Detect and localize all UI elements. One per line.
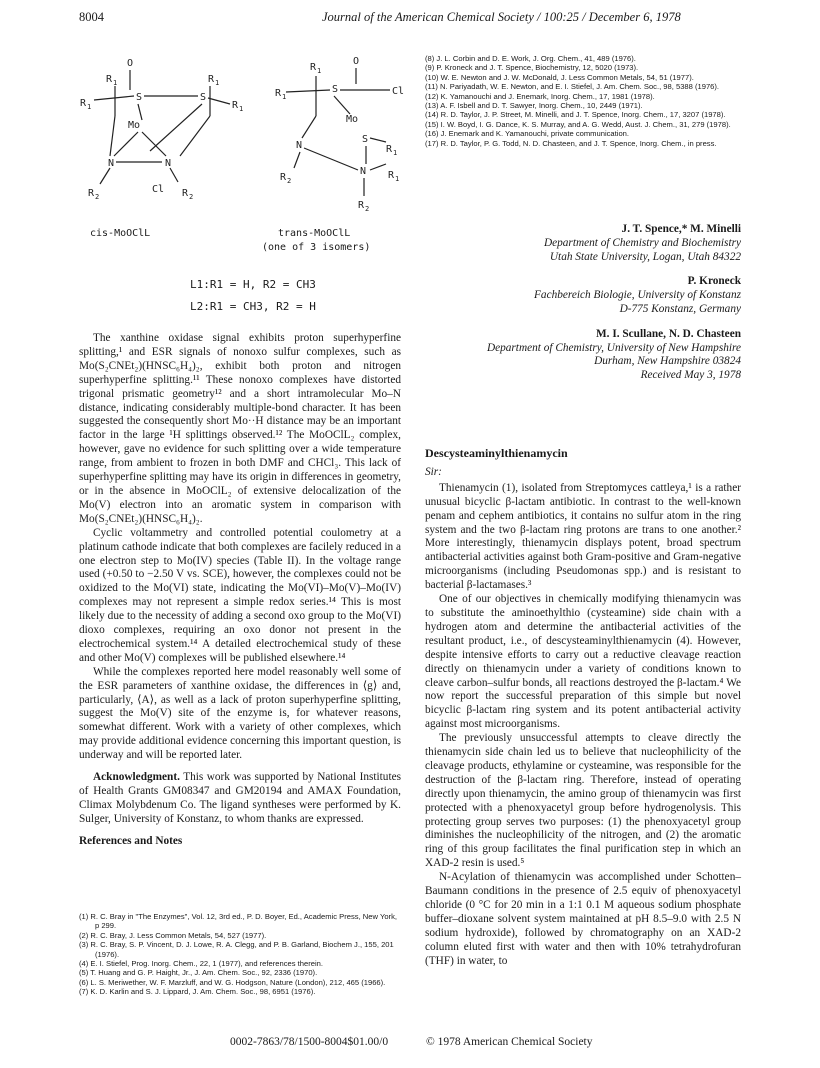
- reference-item: (7) K. D. Karlin and S. J. Lippard, J. Am. Chem. Soc., 98, 6951 (1976).: [79, 987, 316, 997]
- svg-text:N: N: [296, 140, 303, 151]
- svg-text:1: 1: [87, 103, 92, 111]
- trans-isomer-note: (one of 3 isomers): [262, 242, 371, 253]
- trans-caption: trans-MoOClL: [278, 228, 351, 239]
- svg-text:N: N: [108, 158, 115, 169]
- svg-text:O: O: [353, 56, 360, 67]
- reference-item: (14) R. D. Taylor, J. P. Street, M. Minelli, and J. T. Spence, Inorg. Chem., 17, 3207 (1978).: [425, 110, 726, 120]
- article-title: Descysteaminylthienamycin: [425, 446, 568, 460]
- salutation: Sir:: [425, 465, 442, 478]
- paragraph: Cyclic voltammetry and controlled potential coulometry at a platinum cathode indicate that both complexes are facilely reduced in a one electron step to Mo(IV) species (Table II). In the voltage range used (+0.50 to −2.50 V vs. SCE), however, the complexes could not be oxidized to the Mo(VI) state, indicating the Mo(VI)–Mo(V)–Mo(IV) complexes may not represent a simple redox series.¹⁴ This is most likely due to the necessity of adding a second oxo group to the Mo(VI) dioxo complexes, requiring an oxo donor not present in the electrochemical system.¹⁴ A detailed electrochemical study of these and other Mo(V) complexes will be published elsewhere.¹⁴: [79, 526, 401, 664]
- reference-item: (16) J. Enemark and K. Yamanouchi, private communication.: [425, 129, 630, 139]
- reference-item: (12) K. Yamanouchi and J. Enemark, Inorg. Chem., 17, 1981 (1978).: [425, 91, 655, 101]
- paragraph: Thienamycin (1), isolated from Streptomyces cattleya,¹ is a rather unusual bicyclic β-lactam antibiotic. In contrast to the well-known penam and cephem antibiotics, it contains no sulfur atom in the ring system and the two β-lactam ring protons are trans to one another.² More interestingly, thienamycin displays potent, broad spectrum antibacterial activities against both Gram-positive and Gram-negative microorganisms (including Pseudomonas spp.) and is resistant to bacterial β-lactamases.³: [425, 481, 741, 592]
- svg-text:R: R: [80, 98, 87, 109]
- svg-text:1: 1: [239, 105, 244, 113]
- author-affiliation: Fachbereich Biologie, University of Konstanz: [534, 289, 741, 302]
- reference-item: (11) N. Pariyadath, W. E. Newton, and E. I. Stiefel, J. Am. Chem. Soc., 98, 5388 (1976).: [425, 82, 720, 92]
- svg-text:2: 2: [189, 193, 194, 201]
- author-name: J. T. Spence,* M. Minelli: [621, 223, 741, 235]
- svg-text:S: S: [362, 134, 369, 145]
- svg-text:O: O: [127, 58, 134, 69]
- reference-item: (15) I. W. Boyd, I. G. Dance, K. S. Murray, and A. G. Wedd, Aust. J. Chem., 31, 279 (1978).: [425, 119, 731, 129]
- svg-text:2: 2: [287, 177, 292, 185]
- svg-text:Cl: Cl: [392, 86, 405, 97]
- svg-text:2: 2: [95, 193, 100, 201]
- svg-text:S: S: [136, 92, 143, 103]
- footer-code: 0002-7863/78/1500-8004$01.00/0: [230, 1036, 389, 1048]
- acknowledgment-text: This work was supported by National Institutes of Health Grants GM08347 and GM20194 and AMAX Foundation, Climax Molybdenum Co. The ligand syntheses were performed by K. Sulger, University of Konstanz, to whom thanks are expressed.: [79, 771, 401, 825]
- svg-text:N: N: [165, 158, 172, 169]
- svg-text:N: N: [360, 166, 367, 177]
- svg-text:Cl: Cl: [152, 184, 165, 195]
- author-affiliation: D-775 Konstanz, Germany: [619, 302, 741, 315]
- author-block: [425, 212, 741, 383]
- left-column: [79, 332, 401, 849]
- reference-item: (6) L. S. Meriwether, W. F. Marzluff, and W. G. Hodgson, Nature (London), 212, 465 (1966).: [79, 977, 386, 987]
- reference-item: (3) R. C. Bray, S. P. Vincent, D. J. Lowe, R. A. Clegg, and P. B. Garland, Biochem J., 155, 201 (1976).: [79, 940, 394, 959]
- paragraph: The xanthine oxidase signal exhibits proton superhyperfine splitting,¹ and ESR signals of nonoxo sulfur complexes, such as Mo(S₂CNEt₂)(HNSC₆H₄)₂, exhibit both proton and nitrogen superhyperfine splitting.¹¹ These nonoxo complexes have distorted trigonal prismatic geometry¹² and a short intramolecular Mo–N distance, indicating considerably multiple-bond character. It has been suggested the consequently short Mo··H distance may be an important factor in the large ¹H splittings observed.¹² The MoOClL₂ complex, however, gave no evidence for such splitting over a wide temperature range, from ambient to frozen in both DMF and CHCl₃. This lack of superhyperfine splitting may have its origin in differences in geometry, or in the absence in MoOClL₂ of extensive delocalization of the Mo(V) electron into an aromatic system in comparison with Mo(S₂CNEt₂)(HNSC₆H₄)₂.: [79, 332, 401, 525]
- received-date: Received May 3, 1978: [640, 369, 741, 382]
- footer-copyright: © 1978 American Chemical Society: [426, 1036, 593, 1048]
- ligand-definition-1: L1:R1 = H, R2 = CH3: [190, 278, 316, 291]
- structure-figure: [70, 56, 430, 316]
- cis-caption: cis-MoOClL: [90, 228, 151, 239]
- references-heading: References and Notes: [79, 834, 183, 847]
- paragraph: N-Acylation of thienamycin was accomplished under Schotten–Baumann conditions in the presence of 2.5 equiv of phenoxyacetyl chloride (0 °C for 20 min in a 1:1 0.1 M aqueous sodium phosphate buffer–dioxane solvent system maintained at pH 8.5–9.0 with 2.5 N sodium hydroxide), followed by chromatography on an XAD-2 column eluted first with water and then with 10% tetrahydrofuran (THF) in water, to: [425, 871, 741, 967]
- reference-item: (1) R. C. Bray in "The Enzymes", Vol. 12, 3rd ed., P. D. Boyer, Ed., Academic Press, New York, p 299.: [79, 912, 397, 931]
- svg-text:2: 2: [365, 205, 370, 213]
- ligand-definition-2: L2:R1 = CH3, R2 = H: [190, 300, 316, 313]
- svg-text:R: R: [275, 88, 282, 99]
- author-name: M. I. Scullane, N. D. Chasteen: [596, 327, 741, 340]
- svg-text:1: 1: [317, 67, 322, 75]
- svg-text:1: 1: [113, 79, 118, 87]
- structures-drawing: [70, 56, 430, 286]
- reference-item: (17) R. D. Taylor, P. G. Todd, N. D. Chasteen, and J. T. Spence, Inorg. Chem., in press.: [425, 138, 717, 148]
- svg-text:R: R: [388, 170, 395, 181]
- svg-text:R: R: [182, 188, 189, 199]
- author-name: P. Kroneck: [687, 275, 741, 288]
- acknowledgment-heading: Acknowledgment.: [93, 771, 180, 784]
- references-left: [79, 912, 401, 997]
- cis-structure: [80, 58, 243, 201]
- paragraph: The previously unsuccessful attempts to cleave directly the thienamycin side chain led us to believe that nucleophilicity of the cleavage products, ethylamine or cysteamine, was responsible for the destruction of the β-lactam ring. Therefore, instead of operating directly upon thienamycin, the amino group of thienamycin was first protected with a phenoxyacetyl group before hydrogenolysis. This protecting group serves two purposes: (1) the phenoxyacetyl group diminishes the nucleophilicity of the nitrogen, and (2) the aromatic ring of this group facilitates the final purification step in which an XAD-2 resin is used.⁵: [425, 732, 741, 870]
- svg-text:R: R: [232, 100, 239, 111]
- page-number: 8004: [79, 10, 104, 24]
- references-right: [425, 54, 741, 148]
- reference-item: (4) E. I. Stiefel, Prog. Inorg. Chem., 22, 1 (1977), and references therein.: [79, 959, 323, 969]
- reference-item: (13) A. F. Isbell and D. T. Sawyer, Inorg. Chem., 10, 2449 (1971).: [425, 101, 643, 111]
- reference-item: (9) P. Kroneck and J. T. Spence, Biochemistry, 12, 5020 (1973).: [425, 63, 639, 73]
- author-affiliation: Department of Chemistry, University of New Hampshire: [486, 341, 741, 354]
- journal-header: Journal of the American Chemical Society / 100:25 / December 6, 1978: [322, 10, 681, 24]
- svg-text:R: R: [310, 62, 317, 73]
- svg-text:R: R: [280, 172, 287, 183]
- trans-structure: [275, 56, 404, 213]
- author-affiliation: Durham, New Hampshire 03824: [594, 355, 741, 368]
- reference-item: (8) J. L. Corbin and D. E. Work, J. Org. Chem., 41, 489 (1976).: [425, 54, 636, 63]
- svg-text:R: R: [106, 74, 113, 85]
- author-affiliation: Utah State University, Logan, Utah 84322: [549, 250, 741, 263]
- svg-text:1: 1: [282, 93, 287, 101]
- svg-text:Mo: Mo: [346, 114, 359, 125]
- svg-text:R: R: [358, 200, 365, 211]
- reference-item: (10) W. E. Newton and J. W. McDonald, J. Less Common Metals, 54, 51 (1977).: [425, 72, 694, 82]
- reference-item: (5) T. Huang and G. P. Haight, Jr., J. Am. Chem. Soc., 92, 2336 (1970).: [79, 968, 318, 978]
- author-affiliation: Department of Chemistry and Biochemistry: [543, 236, 741, 249]
- svg-text:R: R: [88, 188, 95, 199]
- svg-text:S: S: [200, 92, 207, 103]
- reference-item: (2) R. C. Bray, J. Less Common Metals, 54, 527 (1977).: [79, 930, 267, 940]
- svg-text:1: 1: [395, 175, 400, 183]
- svg-text:1: 1: [215, 79, 220, 87]
- svg-text:R: R: [386, 144, 393, 155]
- acknowledgment: [79, 771, 401, 827]
- svg-text:Mo: Mo: [128, 120, 141, 131]
- svg-text:R: R: [208, 74, 215, 85]
- right-column: [425, 447, 741, 969]
- paragraph: One of our objectives in chemically modifying thienamycin was to substitute the aminoethylthio (cysteamine) side chain with a hydrogen atom and determine the antibacterial activities of the resultant product, i.e., of descysteaminylthienamycin (4). However, despite intensive efforts to carry out a reductive cleavage reaction directly on thienamycin under a variety of conditions known to cleave carbon–sulfur bonds, all reactions destroyed the β-lactam.⁴ We now report the successful preparation of this simple but novel bicyclic β-lactam ring system and its potent antibacterial activity against most microorganisms.: [425, 593, 741, 731]
- paragraph: While the complexes reported here model reasonably well some of the ESR parameters of xanthine oxidase, the differences in ⟨g⟩ and, particularly, ⟨A⟩, as well as a lack of proton superhyperfine splitting, suggest the Mo(V) site of the enzyme is, for whatever reasons, somewhat different. Work with a variety of other complexes, which may provide additional evidence concerning this important question, is underway and will be reported later.: [79, 665, 401, 762]
- svg-text:S: S: [332, 84, 339, 95]
- svg-text:1: 1: [393, 149, 398, 157]
